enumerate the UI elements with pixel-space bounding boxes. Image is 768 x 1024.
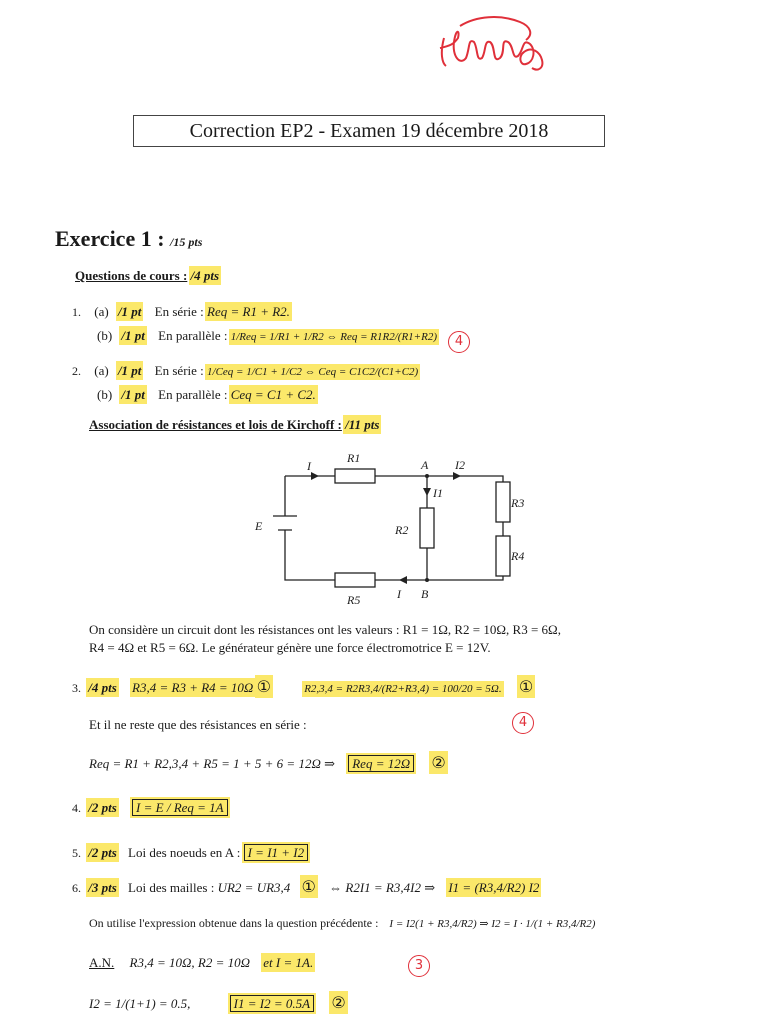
q2a-points: /1 pt xyxy=(117,363,142,378)
exercise-heading xyxy=(55,226,202,252)
q5-formula-box: I = I1 + I2 xyxy=(244,844,309,861)
q2b-formula: Ceq = C1 + C2. xyxy=(230,387,316,402)
q3-number: 3. xyxy=(72,681,81,695)
q3-formula-2: R2,3,4 = R2R3,4/(R2+R3,4) = 100/20 = 5Ω. xyxy=(304,683,502,695)
q6-formula-2: ⇔ R2I1 = R3,4I2 ⇒ xyxy=(329,880,436,895)
q3-text: Et il ne reste que des résistances en série : xyxy=(89,717,307,732)
q3-mark-3: ② xyxy=(431,753,446,772)
q6-points: /3 pts xyxy=(88,880,117,895)
q2a-row xyxy=(72,363,418,379)
q4-row xyxy=(72,800,228,816)
q5-points: /2 pts xyxy=(88,845,117,860)
q6-an-values: R3,4 = 10Ω, R2 = 10Ω xyxy=(129,955,251,970)
label-A: A xyxy=(421,458,429,472)
arrow-I xyxy=(311,472,319,480)
q3-mark-2: ① xyxy=(518,677,534,696)
cours-points: /4 pts xyxy=(190,268,220,283)
node-A xyxy=(425,474,429,478)
q1b-text: En parallèle : xyxy=(158,328,228,343)
label-R1: R1 xyxy=(347,451,361,465)
q3-mark-1: ① xyxy=(256,677,271,696)
label-R2: R2 xyxy=(395,523,409,537)
q5-number: 5. xyxy=(72,846,81,860)
q1b-formula: 1/Req = 1/R1 + 1/R2 ⇔ Req = R1R2/(R1+R2) xyxy=(230,331,437,343)
page-title: Correction EP2 - Examen 19 décembre 2018 xyxy=(189,120,549,142)
battery xyxy=(273,516,297,530)
label-R4: R4 xyxy=(511,549,525,563)
q1a-points: /1 pt xyxy=(117,304,142,319)
label-R5: R5 xyxy=(347,593,361,607)
q6-formula-4: I = I2(1 + R3,4/R2) ⇒ I2 = I · 1/(1 + R3,4/R2) xyxy=(389,918,596,930)
q6-score-circle: 3 xyxy=(408,955,430,977)
circuit-diagram xyxy=(245,450,545,615)
q1b-row xyxy=(97,328,437,344)
cours-heading xyxy=(75,268,219,284)
label-I: I xyxy=(307,459,311,473)
q6-result-box: I1 = I2 = 0.5A xyxy=(230,995,314,1012)
q4-points: /2 pts xyxy=(88,800,117,815)
q3-row xyxy=(72,677,533,696)
statement-line-1: On considère un circuit dont les résistances ont les valeurs : R1 = 1Ω, R2 = 10Ω, R3 = 6Ω, xyxy=(89,622,561,637)
q3-result-box: Req = 12Ω xyxy=(348,755,414,772)
q2b-points: /1 pt xyxy=(121,387,145,402)
arrow-I1 xyxy=(423,488,431,496)
q4-formula-box: I = E / Req = 1A xyxy=(132,799,228,816)
q1b-letter: (b) xyxy=(97,328,113,343)
q1a-letter: (a) xyxy=(94,304,109,319)
label-R3: R3 xyxy=(511,496,525,510)
statement-line-2: R4 = 4Ω et R5 = 6Ω. Le générateur génère une force électromotrice E = 12V. xyxy=(89,640,491,655)
score-cours-circle: 4 xyxy=(448,331,470,353)
q6-an-row xyxy=(89,955,313,971)
cours-label: Questions de cours : xyxy=(75,268,188,283)
resistor-R1 xyxy=(335,469,375,483)
label-I-bottom: I xyxy=(397,587,401,601)
label-B: B xyxy=(421,587,429,601)
q1b-points: /1 pt xyxy=(121,328,145,343)
q2b-text: En parallèle : xyxy=(158,387,228,402)
q1a-text: En série : xyxy=(154,304,204,319)
q6-mark-1: ① xyxy=(301,877,316,896)
q3-score-circle: 4 xyxy=(512,712,534,734)
assoc-heading xyxy=(89,417,379,433)
assoc-points: /11 pts xyxy=(345,417,380,432)
resistor-R5 xyxy=(335,573,375,587)
q6-result-row xyxy=(89,993,346,1012)
q2b-letter: (b) xyxy=(97,387,113,402)
q1a-formula: Req = R1 + R2. xyxy=(207,304,290,319)
q6-formula-3: I1 = (R3,4/R2) I2 xyxy=(448,880,540,895)
q3-formula-1: R3,4 = R3 + R4 = 10Ω xyxy=(132,680,254,695)
arrow-I2 xyxy=(453,472,461,480)
q6-formula-1: UR2 = UR3,4 xyxy=(217,880,291,895)
q3-score xyxy=(512,712,534,734)
q2a-letter: (a) xyxy=(94,363,109,378)
label-E: E xyxy=(255,519,263,533)
exercise-points: /15 pts xyxy=(170,235,203,249)
q6-an-label: A.N. xyxy=(89,955,115,970)
q6-formula-5: I2 = 1/(1+1) = 0.5, xyxy=(89,996,191,1011)
resistor-R4 xyxy=(496,536,510,576)
q3-formula-3: Req = R1 + R2,3,4 + R5 = 1 + 5 + 6 = 12Ω ⇒ xyxy=(89,756,335,771)
assoc-label: Association de résistances et lois de Kirchoff : xyxy=(89,417,342,432)
exercise-label: Exercice 1 : xyxy=(55,226,165,251)
arrow-I-bottom xyxy=(399,576,407,584)
q6-text-2-row xyxy=(89,916,595,931)
score-cours xyxy=(448,331,470,353)
q6-mark-2: ② xyxy=(331,993,346,1012)
q3-points: /4 pts xyxy=(88,680,117,695)
q6-text-2: On utilise l'expression obtenue dans la question précédente : xyxy=(89,916,379,930)
q3-result-row xyxy=(89,753,446,772)
q2a-text: En série : xyxy=(154,363,204,378)
q1-number: 1. xyxy=(72,305,81,319)
q2a-formula: 1/Ceq = 1/C1 + 1/C2 ⇔ Ceq = C1C2/(C1+C2) xyxy=(207,366,419,378)
q4-number: 4. xyxy=(72,801,81,815)
q5-text: Loi des noeuds en A : xyxy=(128,845,241,860)
q6-text: Loi des mailles : xyxy=(128,880,215,895)
q5-row xyxy=(72,845,308,861)
label-I1: I1 xyxy=(433,486,443,500)
signature-image xyxy=(430,8,550,83)
q6-row xyxy=(72,877,539,896)
q2b-row xyxy=(97,387,316,403)
label-I2: I2 xyxy=(455,458,465,472)
resistor-R2 xyxy=(420,508,434,548)
q1a-row xyxy=(72,304,290,320)
q6-an-highlight: et I = 1A. xyxy=(263,955,314,970)
q2-number: 2. xyxy=(72,364,81,378)
q6-number: 6. xyxy=(72,881,81,895)
node-B xyxy=(425,578,429,582)
q6-score xyxy=(408,955,430,977)
title-box xyxy=(133,115,605,147)
resistor-R3 xyxy=(496,482,510,522)
